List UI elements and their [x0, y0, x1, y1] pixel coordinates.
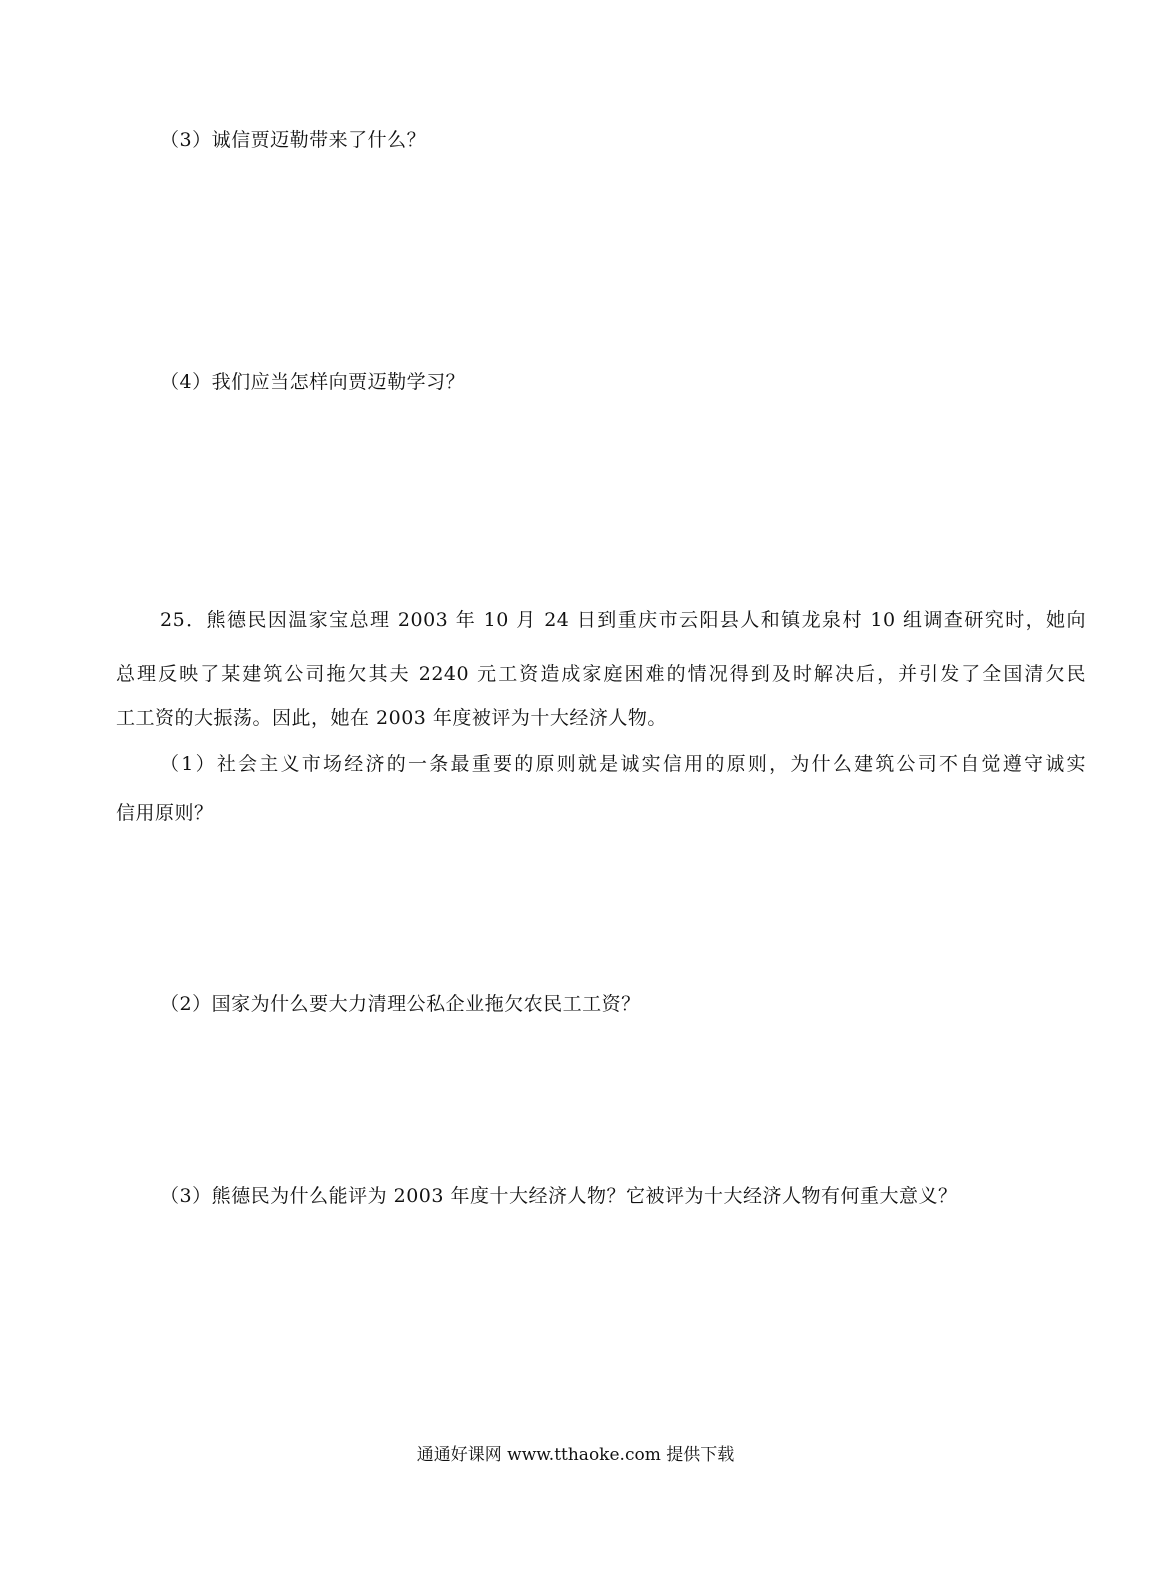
question-24-3: （3）诚信贾迈勒带来了什么？: [160, 129, 427, 151]
question-25-intro-line-3: 工工资的大振荡。因此，她在 2003 年度被评为十大经济人物。: [116, 707, 667, 729]
question-25-3: （3）熊德民为什么能评为 2003 年度十大经济人物？它被评为十大经济人物有何重大意义？: [160, 1185, 958, 1207]
page-footer: 通通好课网 www.tthaoke.com 提供下载: [416, 1445, 735, 1465]
question-25-intro-line-2: 总理反映了某建筑公司拖欠其夫 2240 元工资造成家庭困难的情况得到及时解决后，并引发了全国清欠民: [116, 663, 1086, 685]
question-25-intro-line-1: 25．熊德民因温家宝总理 2003 年 10 月 24 日到重庆市云阳县人和镇龙泉村 10 组调查研究时，她向: [160, 609, 1086, 631]
question-25-1-line-2: 信用原则？: [116, 802, 214, 824]
question-25-1-line-1: （1）社会主义市场经济的一条最重要的原则就是诚实信用的原则，为什么建筑公司不自觉遵守诚实: [160, 753, 1086, 775]
question-25-2: （2）国家为什么要大力清理公私企业拖欠农民工工资？: [160, 993, 641, 1015]
question-24-4: （4）我们应当怎样向贾迈勒学习？: [160, 371, 466, 393]
